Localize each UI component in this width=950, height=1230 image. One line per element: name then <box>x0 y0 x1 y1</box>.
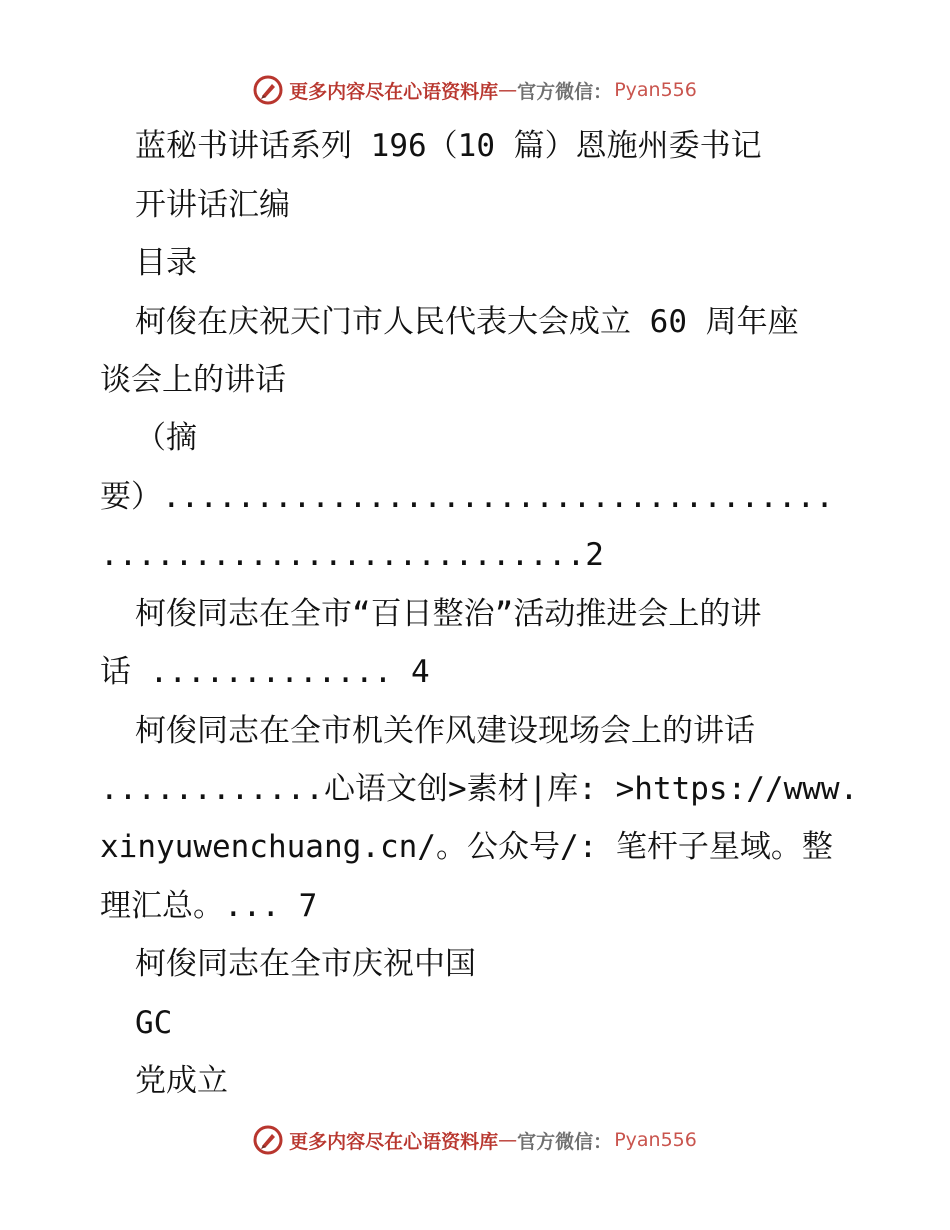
banner-wechat-id: Pyan556 <box>614 1129 697 1151</box>
toc-entry-1-line-1: 柯俊在庆祝天门市人民代表大会成立 60 周年座 <box>135 304 799 340</box>
banner-wechat-id: Pyan556 <box>614 79 697 101</box>
footer-banner <box>0 1122 950 1158</box>
banner-dash: — <box>498 79 518 101</box>
toc-entry-4-line-1: 柯俊同志在全市庆祝中国 <box>135 946 476 982</box>
toc-entry-4-line-2: GC <box>135 1005 173 1041</box>
banner-label: 官方微信： <box>517 80 613 103</box>
toc-entry-3-line-3: xinyuwenchuang.cn/。公众号/: 笔杆子星域。整 <box>100 829 833 865</box>
pen-logo-icon <box>253 75 283 105</box>
toc-entry-3-page: 理汇总。... 7 <box>100 888 318 924</box>
banner-prefix: 更多内容尽在心语资料库 <box>289 1130 499 1153</box>
doc-title-line-2: 开讲话汇编 <box>135 187 290 223</box>
toc-entry-2-page: 话 ............. 4 <box>100 654 430 690</box>
doc-title-line-1: 蓝秘书讲话系列 196（10 篇）恩施州委书记 <box>135 128 762 164</box>
toc-entry-1-line-3: （摘 <box>135 420 197 456</box>
toc-heading: 目录 <box>135 245 197 281</box>
toc-entry-2-line-1: 柯俊同志在全市“百日整治”活动推进会上的讲 <box>135 596 762 632</box>
toc-entry-4-line-3: 党成立 <box>135 1063 228 1099</box>
banner-dash: — <box>498 1129 518 1151</box>
toc-entry-3-line-2: ............心语文创>素材|库: >https://www. <box>100 771 859 807</box>
banner-label: 官方微信： <box>517 1130 613 1153</box>
toc-entry-1-line-4: 要）.................................... <box>100 479 834 515</box>
header-banner <box>0 72 950 108</box>
pen-logo-icon <box>253 1125 283 1155</box>
banner-prefix: 更多内容尽在心语资料库 <box>289 80 499 103</box>
toc-entry-1-page: ..........................2 <box>100 537 604 573</box>
toc-entry-3-line-1: 柯俊同志在全市机关作风建设现场会上的讲话 <box>135 713 755 749</box>
toc-entry-1-line-2: 谈会上的讲话 <box>100 362 286 398</box>
